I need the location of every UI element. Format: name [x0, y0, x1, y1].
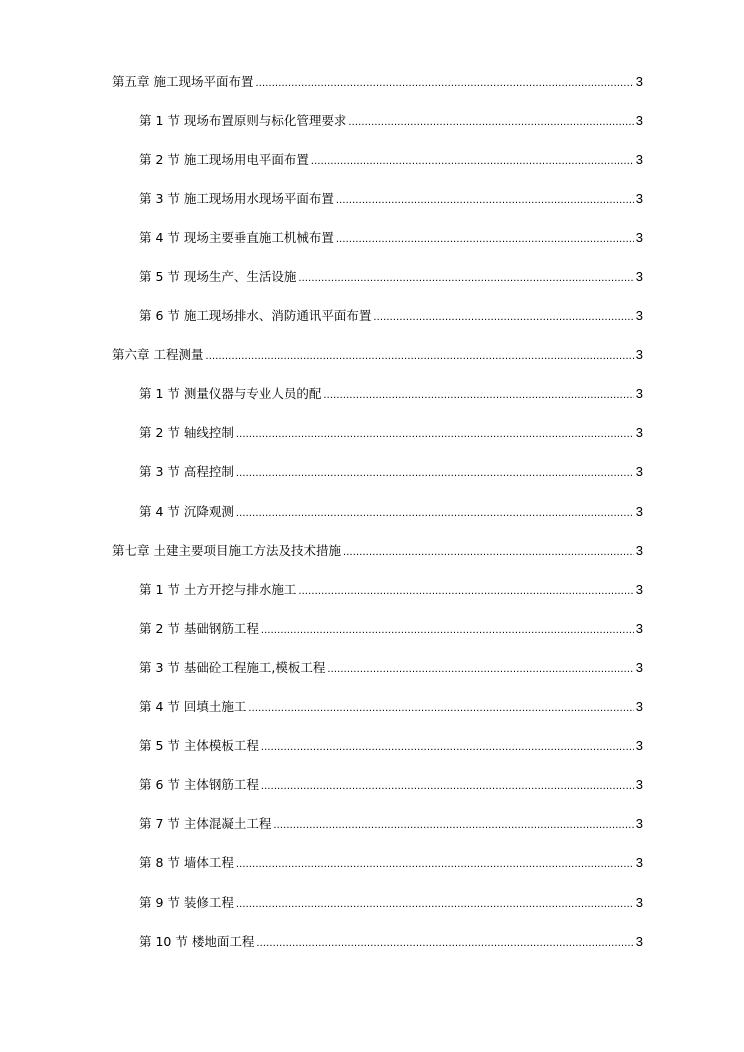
- toc-section-entry[interactable]: [0, 492, 744, 531]
- toc-page-number: 3: [635, 269, 643, 285]
- toc-dot-leader: [298, 582, 633, 598]
- toc-page-number: 3: [635, 581, 643, 597]
- toc-entry-title: 第 9 节 装修工程: [139, 894, 234, 910]
- toc-entry-title: 第 7 节 主体混凝土工程: [139, 816, 272, 832]
- toc-page-number: 3: [635, 699, 643, 715]
- toc-entry-title: 第 3 节 施工现场用水现场平面布置: [139, 190, 334, 206]
- toc-chapter-entry[interactable]: [0, 336, 744, 375]
- toc-entry-title: 第 1 节 现场布置原则与标化管理要求: [139, 112, 347, 128]
- toc-dot-leader: [327, 660, 633, 676]
- toc-page-number: 3: [635, 425, 643, 441]
- toc-page-number: 3: [635, 738, 643, 754]
- toc-page-number: 3: [635, 229, 643, 245]
- toc-dot-leader: [261, 738, 634, 754]
- toc-entry-title: 第 6 节 施工现场排水、消防通讯平面布置: [139, 308, 372, 324]
- toc-page-number: 3: [635, 855, 643, 871]
- toc-entry-title: 第 5 节 现场生产、生活设施: [139, 269, 297, 285]
- toc-dot-leader: [255, 74, 633, 90]
- toc-entry-title: 第 4 节 现场主要垂直施工机械布置: [139, 229, 334, 245]
- toc-section-entry[interactable]: [0, 727, 744, 766]
- toc-page-number: 3: [635, 347, 643, 363]
- toc-section-entry[interactable]: [0, 257, 744, 296]
- toc-page-number: 3: [635, 542, 643, 558]
- toc-page-number: 3: [635, 386, 643, 402]
- toc-dot-leader: [298, 269, 633, 285]
- toc-dot-leader: [373, 308, 633, 324]
- toc-section-entry[interactable]: [0, 140, 744, 179]
- toc-section-entry[interactable]: [0, 609, 744, 648]
- toc-page-number: 3: [635, 73, 643, 89]
- toc-section-entry[interactable]: [0, 179, 744, 218]
- toc-section-entry[interactable]: [0, 297, 744, 336]
- toc-entry-title: 第 2 节 轴线控制: [139, 425, 234, 441]
- toc-entry-title: 第五章 施工现场平面布置: [112, 73, 254, 89]
- toc-dot-leader: [205, 347, 633, 363]
- table-of-contents: [0, 62, 744, 961]
- toc-dot-leader: [273, 816, 633, 832]
- toc-dot-leader: [311, 152, 634, 168]
- toc-dot-leader: [236, 464, 634, 480]
- toc-entry-title: 第 1 节 测量仪器与专业人员的配: [139, 386, 322, 402]
- toc-entry-title: 第 6 节 主体钢筋工程: [139, 777, 259, 793]
- toc-page-number: 3: [635, 464, 643, 480]
- toc-chapter-entry[interactable]: [0, 62, 744, 101]
- toc-page-number: 3: [635, 503, 643, 519]
- toc-dot-leader: [248, 699, 633, 715]
- toc-section-entry[interactable]: [0, 375, 744, 414]
- toc-section-entry[interactable]: [0, 414, 744, 453]
- toc-page-number: 3: [635, 190, 643, 206]
- toc-page-number: 3: [635, 112, 643, 128]
- toc-entry-title: 第 10 节 楼地面工程: [139, 933, 255, 949]
- toc-dot-leader: [236, 425, 634, 441]
- toc-entry-title: 第 1 节 土方开挖与排水施工: [139, 581, 297, 597]
- toc-entry-title: 第 8 节 墙体工程: [139, 855, 234, 871]
- toc-dot-leader: [323, 386, 633, 402]
- toc-entry-title: 第 3 节 基础砼工程施工,模板工程: [139, 659, 326, 675]
- toc-section-entry[interactable]: [0, 570, 744, 609]
- toc-section-entry[interactable]: [0, 453, 744, 492]
- toc-section-entry[interactable]: [0, 922, 744, 961]
- toc-page-number: 3: [635, 308, 643, 324]
- toc-dot-leader: [336, 191, 634, 207]
- toc-entry-title: 第 4 节 沉降观测: [139, 503, 234, 519]
- toc-section-entry[interactable]: [0, 766, 744, 805]
- toc-section-entry[interactable]: [0, 218, 744, 257]
- toc-chapter-entry[interactable]: [0, 531, 744, 570]
- toc-section-entry[interactable]: [0, 844, 744, 883]
- toc-section-entry[interactable]: [0, 648, 744, 687]
- toc-section-entry[interactable]: [0, 688, 744, 727]
- toc-page-number: 3: [635, 659, 643, 675]
- toc-entry-title: 第 5 节 主体模板工程: [139, 738, 259, 754]
- toc-section-entry[interactable]: [0, 883, 744, 922]
- toc-dot-leader: [343, 543, 634, 559]
- toc-section-entry[interactable]: [0, 805, 744, 844]
- toc-dot-leader: [236, 895, 634, 911]
- toc-entry-title: 第 2 节 基础钢筋工程: [139, 620, 259, 636]
- toc-dot-leader: [256, 934, 633, 950]
- toc-entry-title: 第 3 节 高程控制: [139, 464, 234, 480]
- toc-page-number: 3: [635, 620, 643, 636]
- toc-page-number: 3: [635, 816, 643, 832]
- toc-entry-title: 第六章 工程测量: [112, 347, 204, 363]
- toc-entry-title: 第 2 节 施工现场用电平面布置: [139, 151, 309, 167]
- toc-dot-leader: [236, 855, 634, 871]
- toc-dot-leader: [236, 504, 634, 520]
- toc-page-number: 3: [635, 151, 643, 167]
- toc-page-number: 3: [635, 777, 643, 793]
- toc-dot-leader: [348, 113, 633, 129]
- toc-section-entry[interactable]: [0, 101, 744, 140]
- toc-entry-title: 第 4 节 回填土施工: [139, 699, 247, 715]
- toc-page-number: 3: [635, 894, 643, 910]
- toc-entry-title: 第七章 土建主要项目施工方法及技术措施: [112, 542, 341, 558]
- toc-page-number: 3: [635, 933, 643, 949]
- toc-dot-leader: [336, 230, 634, 246]
- toc-dot-leader: [261, 621, 634, 637]
- toc-dot-leader: [261, 777, 634, 793]
